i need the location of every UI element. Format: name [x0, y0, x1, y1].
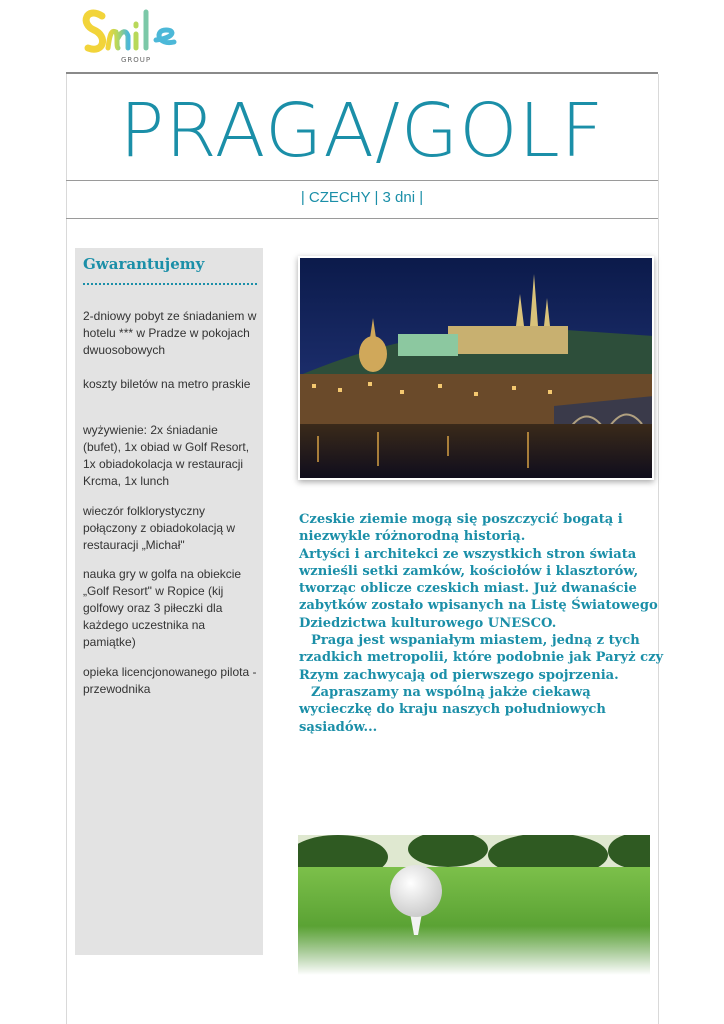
smile-logo-icon [78, 2, 198, 58]
sidebar-heading: Gwarantujemy [83, 255, 205, 273]
description-text [299, 511, 664, 736]
description-line: zabytków zostało wpisanych na Listę Światowego [299, 598, 658, 614]
sidebar-item: 2-dniowy pobyt ze śniadaniem w hotelu *** w Pradze w pokojach dwuosobowych [83, 309, 257, 357]
page-title: PRAGA/GOLF [119, 88, 605, 174]
logo-subtext: GROUP [121, 56, 152, 64]
description-line: sąsiadów... [299, 719, 378, 735]
golf-ball-photo [298, 835, 650, 975]
title-divider [66, 180, 658, 181]
page-subtitle: | CZECHY | 3 dni | [300, 189, 424, 206]
sidebar-divider [83, 283, 257, 285]
description-line: wznieśli setki zamków, kościołów i klasztorów, [299, 563, 639, 579]
page-border-left [66, 74, 67, 1024]
page-border-right [658, 74, 659, 1024]
sidebar-item: koszty biletów na metro praskie [83, 377, 251, 391]
sidebar-guarantees [75, 248, 263, 955]
description-line: Zapraszamy na wspólną jakże ciekawą [311, 684, 591, 700]
description-line: Rzym zachwycają od pierwszego spojrzenia. [299, 667, 619, 683]
subtitle-divider [66, 218, 658, 219]
sidebar-item: wieczór folklorystyczny połączony z obiadokolacją w restauracji „Michał" [83, 504, 236, 552]
description-line: Artyści i architekci ze wszystkich stron świata [299, 546, 637, 562]
prague-night-photo [298, 256, 654, 480]
description-line: niezwykle różnorodną historią. [299, 529, 526, 545]
smile-group-logo [78, 2, 198, 72]
description-line: rzadkich metropolii, które podobnie jak Paryż czy [299, 650, 664, 666]
description-line: Dziedzictwa kulturowego UNESCO. [299, 615, 557, 631]
description-line: tworząc oblicze czeskich miast. Już dwanaście [299, 581, 637, 597]
description-line: Czeskie ziemie mogą się poszczycić bogatą i [299, 512, 623, 527]
top-divider [66, 72, 658, 74]
sidebar-item: wyżywienie: 2x śniadanie (bufet), 1x obiad w Golf Resort, 1x obiadokolacja w restauracji Krcma, 1x lunch [83, 423, 250, 488]
description-line: wycieczkę do kraju naszych południowych [299, 702, 606, 718]
sidebar-item: opieka licencjonowanego pilota - przewodnika [83, 665, 257, 696]
description-line: Praga jest wspaniałym miastem, jedną z tych [311, 633, 640, 649]
sidebar-item: nauka gry w golfa na obiekcie „Golf Resort" w Ropice (kij golfowy oraz 3 piłeczki dla każdego uczestnika na pamiątke) [83, 567, 242, 649]
